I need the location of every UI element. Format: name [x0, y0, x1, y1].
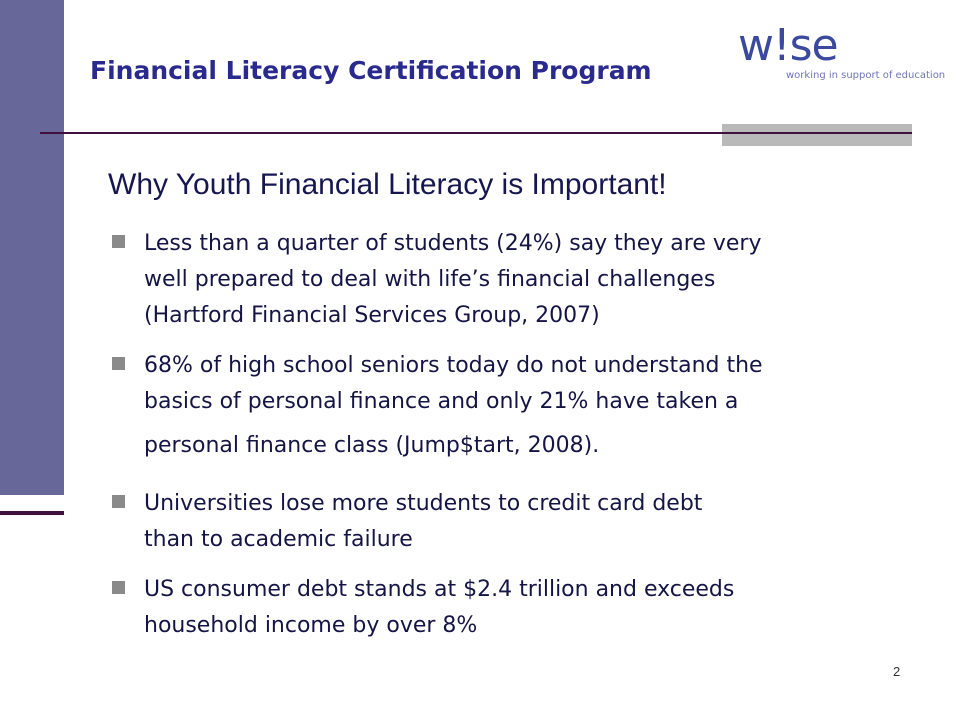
header-title: Financial Literacy Certification Program — [90, 56, 652, 85]
logo-wordmark: w!se — [738, 20, 838, 71]
bullet-item — [112, 348, 912, 472]
bullet-line: (Hartford Financial Services Group, 2007) — [144, 303, 600, 328]
bullet-line: personal finance class (Jump$tart, 2008). — [144, 433, 600, 458]
side-bar — [0, 0, 64, 495]
bullet-line: household income by over 8% — [144, 613, 478, 638]
logo — [738, 20, 946, 88]
bullet-text — [144, 572, 912, 644]
logo-tagline: working in support of education — [786, 70, 946, 81]
bullet-text — [144, 486, 912, 558]
bullet-line: than to academic failure — [144, 527, 413, 552]
bullet-text — [144, 226, 912, 334]
bullet-line: well prepared to deal with life’s financial challenges — [144, 267, 716, 292]
bullet-square-icon — [112, 235, 125, 248]
page-number: 2 — [893, 664, 901, 679]
slide-title: Why Youth Financial Literacy is Important! — [108, 168, 667, 201]
bullet-square-icon — [112, 495, 125, 508]
bullet-square-icon — [112, 357, 125, 370]
header-rule — [40, 132, 912, 134]
bullet-line: basics of personal finance and only 21% have taken a — [144, 389, 739, 414]
header-rule-accent — [722, 124, 912, 146]
bullet-item — [112, 226, 912, 334]
bullet-square-icon — [112, 581, 125, 594]
bullet-line: 68% of high school seniors today do not understand the — [144, 353, 763, 378]
bullet-list — [112, 226, 912, 644]
bullet-text — [144, 348, 912, 472]
side-accent — [0, 511, 64, 515]
bullet-item — [112, 572, 912, 644]
bullet-line: Less than a quarter of students (24%) say they are very — [144, 231, 762, 256]
bullet-line: US consumer debt stands at $2.4 trillion and exceeds — [144, 577, 735, 602]
bullet-line: Universities lose more students to credit card debt — [144, 491, 703, 516]
bullet-item — [112, 486, 912, 558]
